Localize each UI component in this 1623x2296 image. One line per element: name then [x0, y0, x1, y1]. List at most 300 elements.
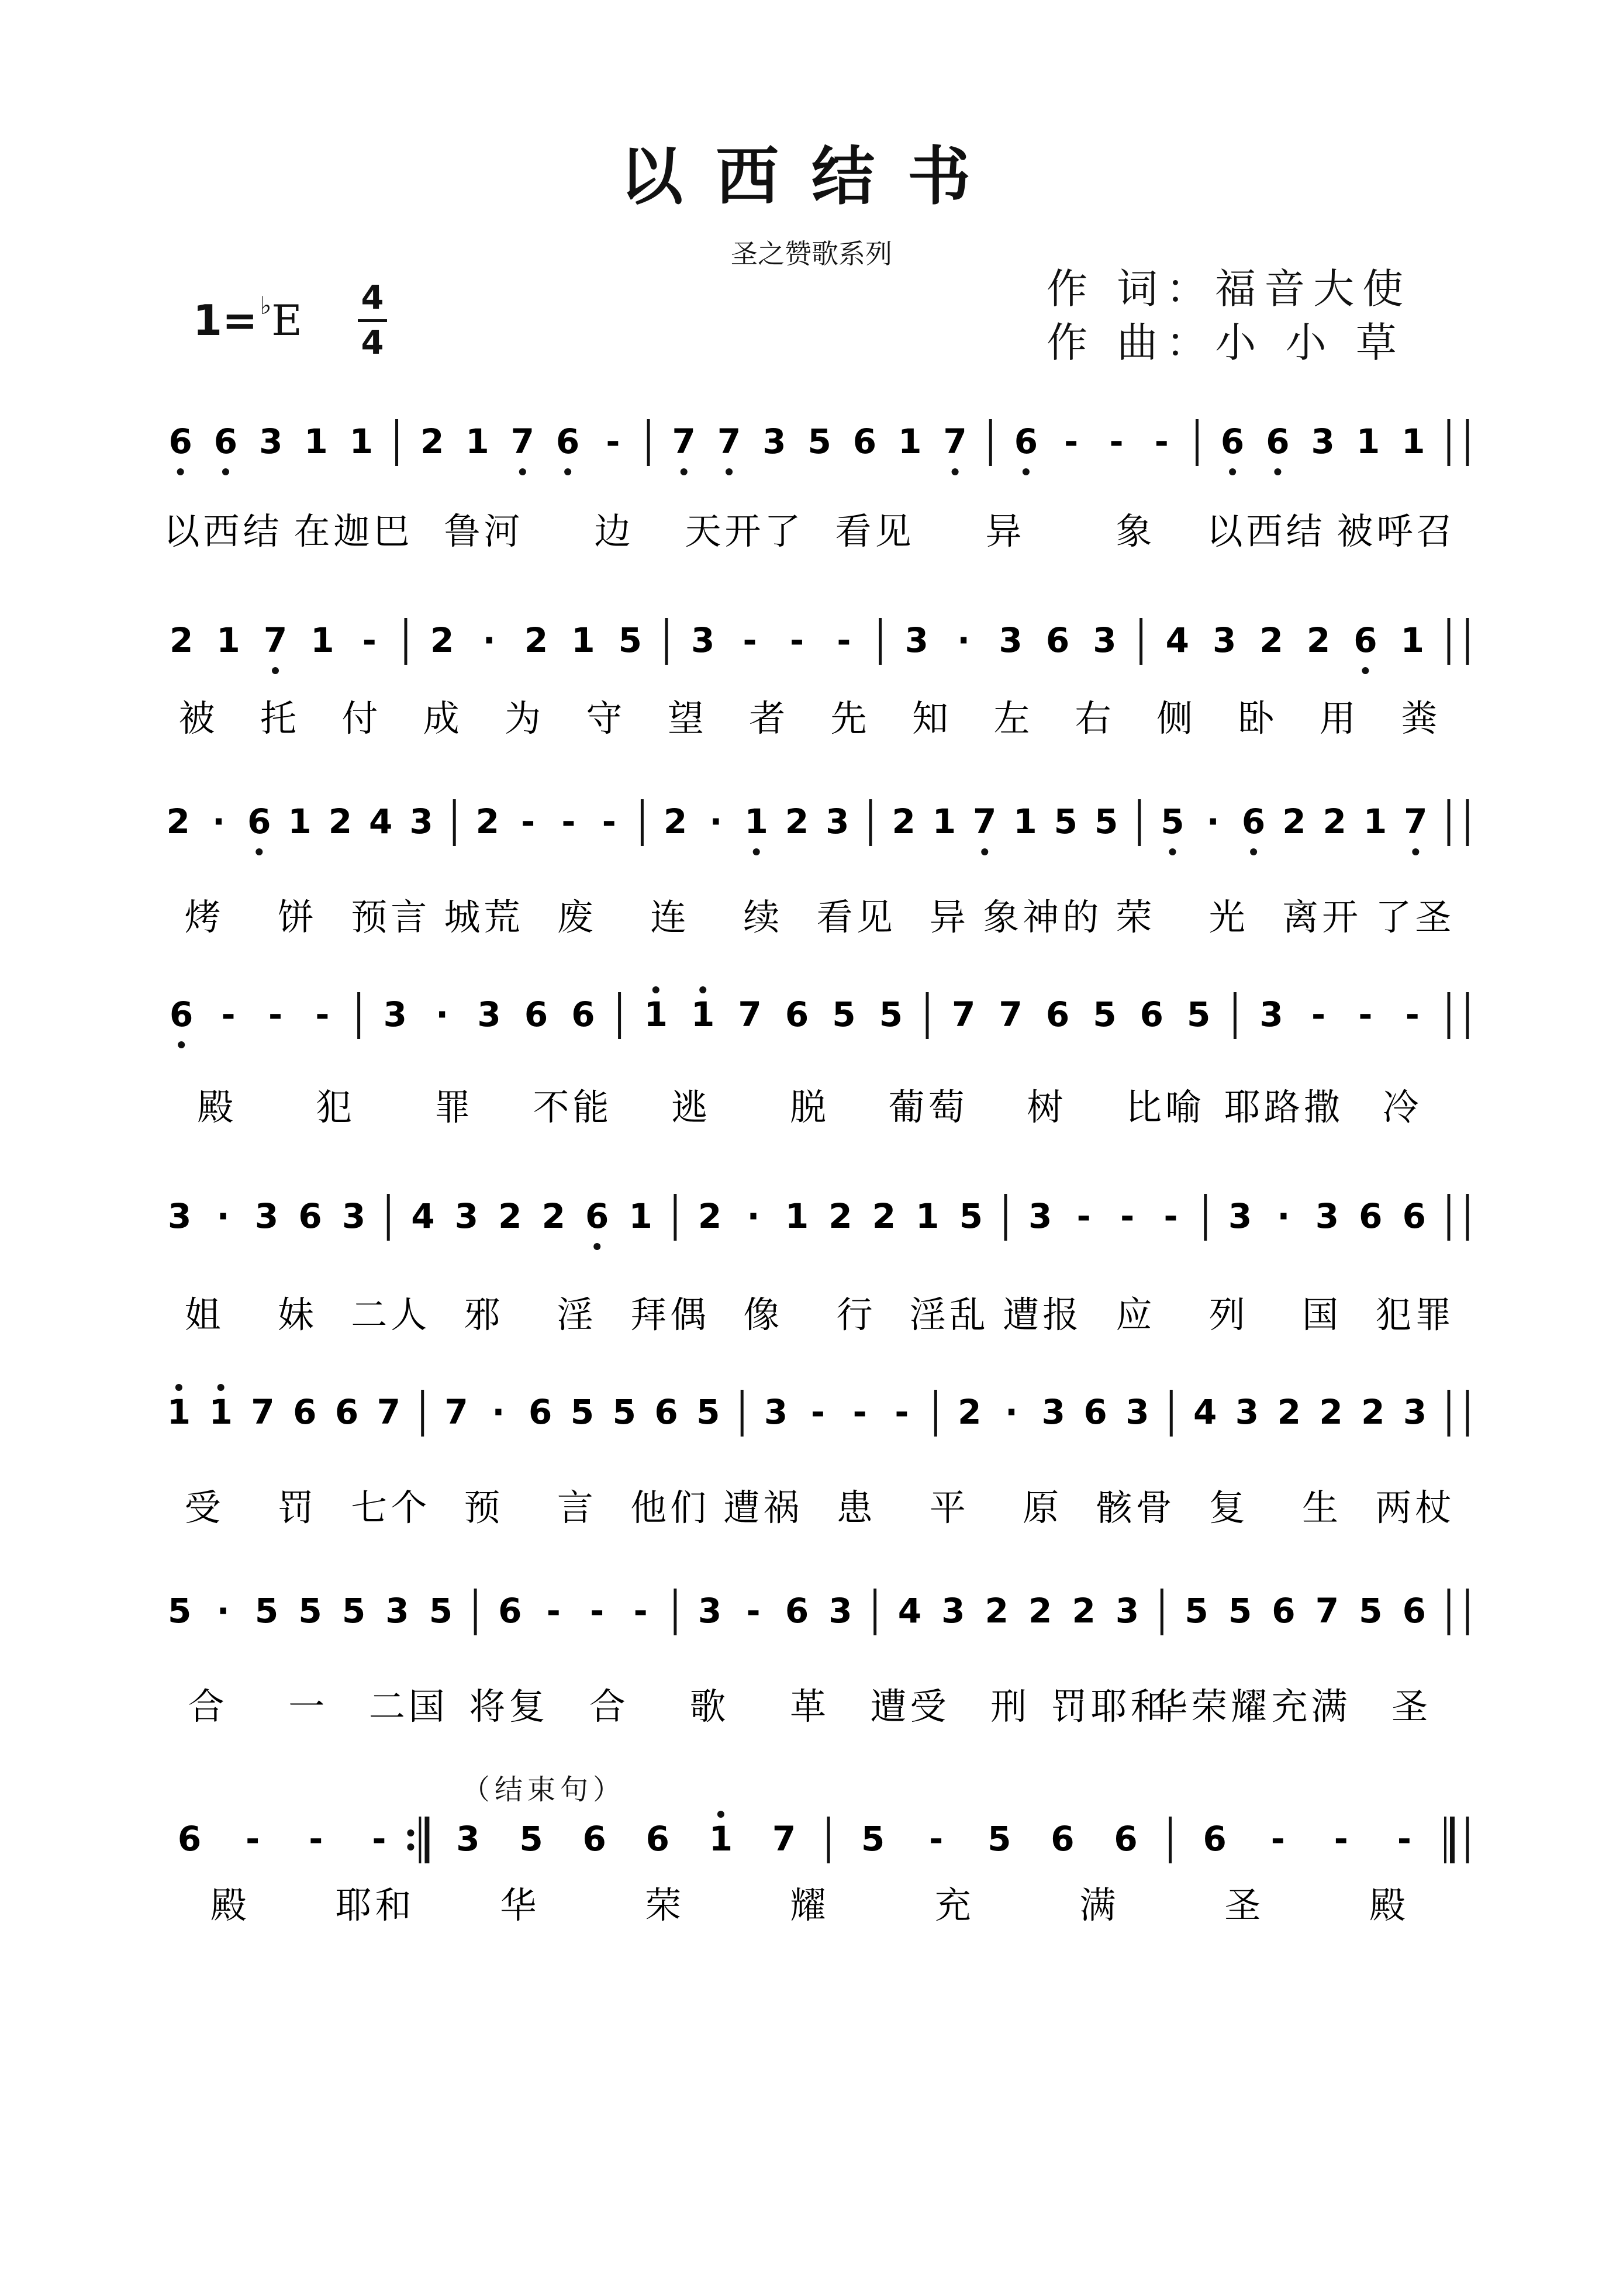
note-digit: 1 [898, 422, 922, 461]
lyric-syllable: 预言 [351, 896, 431, 938]
dash-note: - [362, 620, 377, 660]
lyric-syllable: 殿 [197, 1086, 237, 1128]
dash-note: - [246, 1819, 260, 1859]
note-digit: 5 [879, 995, 903, 1034]
note-digit: 3 [341, 1196, 366, 1236]
note-digit: 2 [1282, 802, 1306, 841]
note-digit: 5 [429, 1591, 453, 1631]
lyric-syllable: 天开了 [685, 510, 804, 553]
lyric-syllable: 成 [423, 697, 463, 740]
low-octave-dot [564, 468, 571, 475]
dash-note: - [743, 620, 757, 660]
lyric-syllable: 言 [557, 1486, 597, 1529]
dash-note: - [789, 620, 804, 660]
note-digit: 2 [420, 422, 444, 461]
lyric-syllable: 城荒 [444, 896, 524, 938]
note-digit: 6 [1014, 422, 1038, 461]
dash-note: - [746, 1591, 761, 1631]
note-digit: 6 [582, 1819, 606, 1859]
note-digit: 1 [310, 620, 334, 660]
note-digit: 6 [1203, 1819, 1227, 1859]
dash-note: - [1334, 1819, 1348, 1859]
lyric-syllable: 合 [188, 1685, 228, 1728]
lyric-syllable: 脱 [789, 1086, 830, 1128]
note-digit: 6 [1402, 1591, 1426, 1631]
song-title: 以西结书 [619, 140, 1003, 213]
note-digit: 5 [168, 1591, 192, 1631]
dash-note: - [837, 620, 851, 660]
lyric-syllable: 遭报 [1003, 1293, 1083, 1336]
dash-note: - [372, 1819, 386, 1859]
note-digit: 3 [1125, 1392, 1149, 1432]
lyric-syllable: 付 [341, 697, 382, 740]
dash-note: - [1311, 995, 1326, 1034]
note-digit: 6 [1272, 1591, 1296, 1631]
note-digit: 3 [385, 1591, 409, 1631]
note-digit: 6 [1220, 422, 1245, 461]
note-digit: 5 [861, 1819, 885, 1859]
lyric-syllable: 被 [178, 697, 219, 740]
lyric-syllable: 他们 [630, 1486, 710, 1529]
note-digit: 3 [168, 1196, 192, 1236]
ending-label: （结束句） [462, 1773, 626, 1806]
note-digit: 3 [1259, 995, 1283, 1034]
note-digit: 5 [298, 1591, 322, 1631]
note-digit: 1 [916, 1196, 940, 1236]
lyric-syllable: 荣 [1116, 896, 1156, 938]
low-octave-dot [1274, 468, 1281, 475]
dash-note: - [315, 995, 330, 1034]
low-octave-dot [593, 1243, 600, 1250]
note-digit: 5 [618, 620, 642, 660]
note-digit: 4 [1165, 620, 1189, 660]
note-digit: 2 [475, 802, 500, 841]
lyric-syllable: 耶路撒 [1224, 1086, 1344, 1128]
note-digit: 6 [498, 1591, 522, 1631]
score-system [170, 618, 1467, 740]
note-digit: 4 [411, 1196, 435, 1236]
lyric-syllable: 预 [464, 1486, 504, 1529]
lyric-syllable: 姐 [184, 1293, 225, 1336]
note-digit: 3 [254, 1196, 279, 1236]
low-octave-dot [952, 468, 959, 475]
note-digit: 3 [762, 422, 786, 461]
dot-duration: · [957, 620, 971, 660]
note-digit: 3 [409, 802, 433, 841]
lyric-syllable: 骸骨 [1096, 1486, 1176, 1529]
key-note: E [271, 296, 302, 345]
lyric-syllable: 遭受 [870, 1685, 950, 1728]
lyric-syllable: 将复 [469, 1685, 549, 1728]
lyric-syllable: 遭祸 [723, 1486, 803, 1529]
note-digit: 2 [828, 1196, 852, 1236]
lyric-syllable: 以西结 [163, 510, 283, 553]
note-digit: 2 [1319, 1392, 1343, 1432]
lyric-syllable: 患 [836, 1486, 876, 1529]
lyric-syllable: 殿 [210, 1884, 250, 1926]
dash-note: - [1064, 422, 1079, 461]
note-digit: 1 [465, 422, 489, 461]
note-digit: 1 [629, 1196, 652, 1236]
note-digit: 6 [1139, 995, 1163, 1034]
lyric-syllable: 在迦巴 [293, 510, 413, 553]
lyric-syllable: 粪 [1401, 697, 1441, 740]
note-digit: 7 [510, 422, 534, 461]
note-digit: 1 [216, 620, 240, 660]
note-digit: 5 [1094, 802, 1118, 841]
note-digit: 1 [304, 422, 328, 461]
note-digit: 3 [259, 422, 283, 461]
note-digit: 1 [932, 802, 956, 841]
note-digit: 3 [1315, 1196, 1339, 1236]
note-digit: 3 [691, 620, 715, 660]
score-system [167, 1384, 1467, 1529]
note-digit: 7 [717, 422, 741, 461]
lyric-syllable: 两杖 [1375, 1486, 1455, 1529]
note-digit: 1 [349, 422, 374, 461]
note-digit: 7 [999, 995, 1023, 1034]
repeat-dot [407, 1829, 414, 1836]
lyric-syllable: 用 [1319, 697, 1359, 740]
note-digit: 2 [1259, 620, 1283, 660]
lyric-syllable: 先 [830, 697, 871, 740]
dash-note: - [546, 1591, 561, 1631]
low-octave-dot [519, 468, 526, 475]
note-digit: 5 [612, 1392, 636, 1432]
note-digit: 5 [1054, 802, 1078, 841]
note-digit: 2 [430, 620, 454, 660]
lyric-syllable: 二国 [368, 1685, 448, 1728]
lyric-syllable: 罚 [277, 1486, 317, 1529]
note-digit: 2 [958, 1392, 982, 1432]
lyric-syllable: 华 [500, 1884, 540, 1926]
lyric-syllable: 一 [288, 1685, 329, 1728]
note-digit: 3 [1228, 1196, 1252, 1236]
lyric-syllable: 逃 [671, 1086, 712, 1128]
note-digit: 7 [973, 802, 997, 841]
low-octave-dot [1169, 848, 1176, 855]
note-digit: 2 [1277, 1392, 1301, 1432]
note-digit: 6 [1359, 1196, 1383, 1236]
note-digit: 2 [1361, 1392, 1385, 1432]
dash-note: - [633, 1591, 648, 1631]
note-digit: 6 [785, 1591, 809, 1631]
lyric-syllable: 平 [929, 1486, 969, 1529]
note-digit: 3 [764, 1392, 788, 1432]
lyric-syllable: 受 [184, 1486, 225, 1529]
lyric-syllable: 充满 [1271, 1685, 1351, 1728]
dash-note: - [606, 422, 620, 461]
lyric-syllable: 殿 [1369, 1884, 1410, 1926]
note-digit: 6 [555, 422, 580, 461]
note-digit: 6 [654, 1392, 678, 1432]
note-digit: 6 [1241, 802, 1266, 841]
lyric-syllable: 耀 [789, 1884, 830, 1926]
note-digit: 7 [672, 422, 696, 461]
note-digit: 2 [785, 802, 809, 841]
low-octave-dot [1362, 667, 1369, 674]
dot-duration: · [216, 1196, 230, 1236]
lyric-syllable: 列 [1208, 1293, 1249, 1336]
note-digit: 7 [263, 620, 288, 660]
score-system [170, 986, 1467, 1128]
lyric-syllable: 圣 [1391, 1685, 1432, 1728]
lyric-syllable: 异 [985, 510, 1025, 553]
note-digit: 5 [1161, 802, 1185, 841]
lyric-syllable: 邪 [464, 1293, 504, 1336]
note-digit: 6 [1045, 995, 1070, 1034]
dash-note: - [1109, 422, 1124, 461]
dot-duration: · [1277, 1196, 1290, 1236]
note-digit: 2 [1072, 1591, 1096, 1631]
note-digit: 3 [904, 620, 928, 660]
note-digit: 4 [1193, 1392, 1217, 1432]
note-digit: 2 [541, 1196, 565, 1236]
dash-note: - [852, 1392, 867, 1432]
lyric-syllable: 复 [1208, 1486, 1249, 1529]
note-digit: 4 [369, 802, 393, 841]
low-octave-dot [1023, 468, 1030, 475]
note-digit: 6 [334, 1392, 359, 1432]
dot-duration: · [482, 620, 496, 660]
note-digit: 3 [999, 620, 1023, 660]
note-digit: 6 [213, 422, 238, 461]
note-digit: 7 [1404, 802, 1428, 841]
note-digit: 5 [959, 1196, 983, 1236]
time-signature-top: 4 [361, 279, 384, 317]
lyric-syllable: 罪 [434, 1086, 474, 1128]
dash-note: - [268, 995, 283, 1034]
lyric-syllable: 歌 [689, 1685, 730, 1728]
note-digit: 6 [298, 1196, 322, 1236]
note-digit: 5 [1359, 1591, 1383, 1631]
composer-credit: 作 曲：小 小 草 [1047, 319, 1405, 367]
note-digit: 6 [1353, 620, 1377, 660]
note-digit: 6 [571, 995, 595, 1034]
note-digit: 3 [826, 802, 850, 841]
dash-note: - [1163, 1196, 1178, 1236]
lyric-syllable: 淫 [557, 1293, 597, 1336]
note-digit: 5 [1185, 1591, 1208, 1631]
note-digit: 6 [1266, 422, 1290, 461]
note-digit: 1 [744, 802, 768, 841]
score-system [163, 419, 1467, 553]
lyric-syllable: 烤 [184, 896, 225, 938]
note-digit: 1 [288, 802, 312, 841]
dash-note: - [1120, 1196, 1135, 1236]
lyric-syllable: 罚耶和 [1051, 1685, 1170, 1728]
lyric-syllable: 饼 [277, 896, 317, 938]
note-digit: 7 [1315, 1591, 1339, 1631]
note-digit: 5 [1228, 1591, 1252, 1631]
dash-note: - [1405, 995, 1420, 1034]
lyric-syllable: 犯 [316, 1086, 356, 1128]
note-digit: 6 [170, 995, 194, 1034]
note-digit: 6 [177, 1819, 202, 1859]
note-digit: 6 [524, 995, 548, 1034]
low-octave-dot [981, 848, 988, 855]
lyric-syllable: 续 [743, 896, 783, 938]
note-digit: 6 [528, 1392, 552, 1432]
note-digit: 1 [1356, 422, 1380, 461]
lyric-syllable: 充 [934, 1884, 975, 1926]
lyric-syllable: 望 [667, 697, 707, 740]
note-digit: 2 [1306, 620, 1331, 660]
score-system [168, 1194, 1467, 1336]
note-digit: 1 [644, 995, 668, 1034]
dash-note: - [561, 802, 576, 841]
lyric-syllable: 冷 [1382, 1086, 1422, 1128]
note-digit: 7 [377, 1392, 401, 1432]
note-digit: 6 [1051, 1819, 1075, 1859]
lyric-syllable: 鲁河 [444, 510, 524, 553]
lyric-syllable: 守 [586, 697, 626, 740]
low-octave-dot [222, 468, 229, 475]
note-digit: 3 [697, 1591, 722, 1631]
high-octave-dot [175, 1384, 182, 1391]
lyric-syllable: 被呼召 [1337, 510, 1456, 553]
note-digit: 3 [1213, 620, 1237, 660]
note-digit: 2 [872, 1196, 896, 1236]
low-octave-dot [1412, 848, 1419, 855]
note-digit: 1 [785, 1196, 809, 1236]
note-digit: 3 [1311, 422, 1335, 461]
lyric-syllable: 离开 [1282, 896, 1362, 938]
low-octave-dot [681, 468, 688, 475]
lyric-syllable: 看见 [816, 896, 896, 938]
lyric-syllable: 知 [912, 697, 952, 740]
note-digit: 1 [1013, 802, 1037, 841]
note-digit: 2 [697, 1196, 722, 1236]
note-digit: 6 [852, 422, 877, 461]
low-octave-dot [1250, 848, 1257, 855]
note-digit: 2 [524, 620, 548, 660]
note-digit: 6 [1402, 1196, 1426, 1236]
lyric-syllable: 以西结 [1206, 510, 1326, 553]
dot-duration: · [212, 802, 225, 841]
lyric-syllable: 者 [749, 697, 789, 740]
note-digit: 1 [1363, 802, 1387, 841]
lyric-syllable: 为 [505, 697, 545, 740]
lyric-syllable: 满 [1079, 1884, 1120, 1926]
dot-duration: · [747, 1196, 760, 1236]
lyric-syllable: 废 [557, 896, 597, 938]
note-digit: 2 [170, 620, 194, 660]
note-digit: 7 [952, 995, 976, 1034]
dot-duration: · [1206, 802, 1220, 841]
lyric-syllable: 原 [1023, 1486, 1063, 1529]
series-subtitle: 圣之赞歌系列 [731, 238, 892, 270]
low-octave-dot [178, 1041, 185, 1048]
lyric-syllable: 七个 [351, 1486, 431, 1529]
lyric-syllable: 光 [1208, 896, 1249, 938]
note-digit: 3 [1235, 1392, 1259, 1432]
score-system [178, 1811, 1467, 1926]
lyric-syllable: 右 [1075, 697, 1115, 740]
note-digit: 5 [519, 1819, 543, 1859]
lyric-syllable: 象神的 [983, 896, 1103, 938]
low-octave-dot [726, 468, 733, 475]
dash-note: - [1270, 1819, 1285, 1859]
note-digit: 6 [168, 422, 192, 461]
lyric-syllable: 象 [1116, 510, 1156, 553]
lyric-syllable: 看见 [835, 510, 915, 553]
note-digit: 5 [807, 422, 831, 461]
dot-duration: · [709, 802, 723, 841]
note-digit: 5 [1093, 995, 1117, 1034]
lyric-syllable: 圣 [1224, 1884, 1265, 1926]
note-digit: 7 [444, 1392, 468, 1432]
dash-note: - [1154, 422, 1169, 461]
lyric-syllable: 托 [260, 697, 301, 740]
note-digit: 3 [828, 1591, 852, 1631]
time-signature-bottom: 4 [361, 324, 384, 362]
note-digit: 2 [1028, 1591, 1052, 1631]
dash-note: - [521, 802, 536, 841]
note-digit: 5 [696, 1392, 720, 1432]
note-digit: 5 [987, 1819, 1011, 1859]
low-octave-dot [177, 468, 184, 475]
note-digit: 3 [383, 995, 407, 1034]
lyric-syllable: 比喻 [1125, 1086, 1206, 1128]
note-digit: 6 [293, 1392, 317, 1432]
lyric-syllable: 树 [1027, 1086, 1067, 1128]
high-octave-dot [699, 986, 706, 993]
lyric-syllable: 了圣 [1375, 896, 1455, 938]
note-digit: 3 [456, 1819, 480, 1859]
lyric-syllable: 刑 [990, 1685, 1031, 1728]
note-digit: 1 [167, 1392, 191, 1432]
high-octave-dot [717, 1811, 724, 1818]
dot-duration: · [492, 1392, 505, 1432]
score-system [168, 1589, 1467, 1728]
note-digit: 3 [1093, 620, 1117, 660]
note-digit: 2 [328, 802, 353, 841]
note-digit: 3 [1403, 1392, 1427, 1432]
note-digit: 2 [985, 1591, 1009, 1631]
note-digit: 2 [166, 802, 190, 841]
score-system [166, 799, 1467, 938]
dash-note: - [221, 995, 236, 1034]
note-digit: 3 [941, 1591, 965, 1631]
lyric-syllable: 合 [589, 1685, 629, 1728]
dash-note: - [602, 802, 616, 841]
note-digit: 5 [832, 995, 856, 1034]
lyric-syllable: 华荣耀 [1151, 1685, 1271, 1728]
lyric-syllable: 侧 [1156, 697, 1197, 740]
dot-duration: · [1005, 1392, 1018, 1432]
note-digit: 1 [209, 1392, 233, 1432]
note-digit: 1 [1401, 422, 1425, 461]
dash-note: - [810, 1392, 825, 1432]
note-digit: 1 [709, 1819, 733, 1859]
note-digit: 3 [477, 995, 501, 1034]
lyric-syllable: 淫乱 [909, 1293, 989, 1336]
dash-note: - [309, 1819, 323, 1859]
note-digit: 7 [251, 1392, 275, 1432]
low-octave-dot [272, 667, 279, 674]
lyric-syllable: 犯罪 [1375, 1293, 1455, 1336]
lyric-syllable: 边 [594, 510, 634, 553]
note-digit: 1 [691, 995, 715, 1034]
note-digit: 2 [498, 1196, 522, 1236]
lyric-syllable: 像 [743, 1293, 783, 1336]
note-digit: 6 [1083, 1392, 1107, 1432]
note-digit: 3 [1115, 1591, 1139, 1631]
note-digit: 6 [247, 802, 271, 841]
note-digit: 6 [1045, 620, 1070, 660]
lyric-syllable: 卧 [1238, 697, 1278, 740]
